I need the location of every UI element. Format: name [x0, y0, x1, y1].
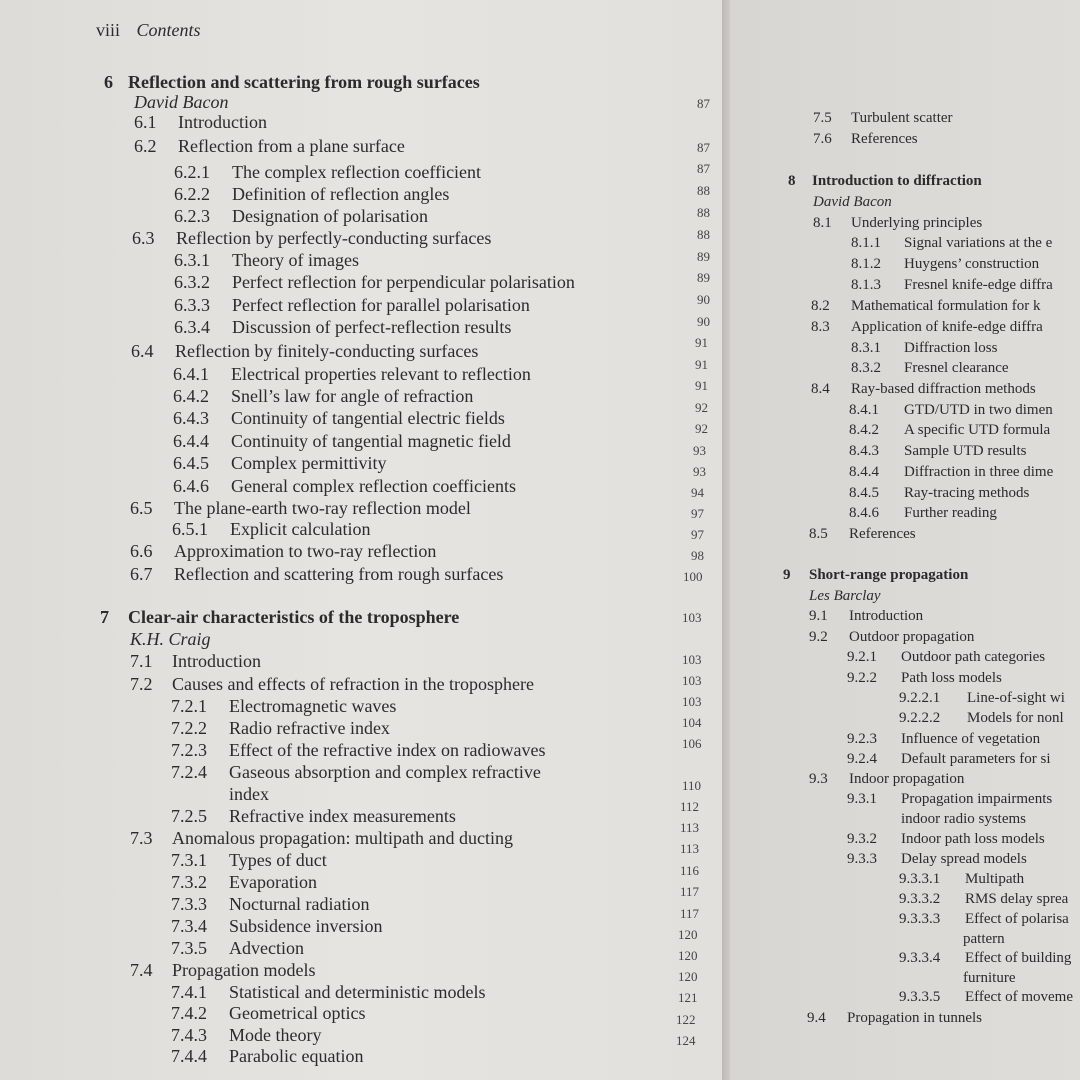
toc-entry-right-sub — [847, 790, 1052, 808]
toc-entry-title: Underlying principles — [851, 215, 983, 231]
toc-entry-title: Discussion of perfect-reflection results — [232, 317, 512, 337]
toc-entry-right-author — [809, 587, 881, 605]
toc-entry-number: 6.4 — [131, 341, 154, 361]
toc-entry-title: References — [849, 526, 916, 542]
toc-entry-title: Ray-tracing methods — [904, 485, 1030, 501]
running-title: Contents — [136, 20, 201, 40]
toc-page-number: 103 — [682, 694, 702, 709]
toc-entry-left-sub — [174, 184, 449, 204]
toc-entry-number: 6.4.4 — [173, 431, 209, 451]
toc-entry-title: Continuity of tangential electric fields — [231, 408, 505, 428]
toc-page-number: 90 — [697, 314, 710, 329]
toc-entry-number: 6.7 — [130, 564, 153, 584]
toc-page-number: 97 — [691, 527, 704, 542]
toc-page-number: 88 — [697, 183, 710, 198]
toc-entry-right-sub — [849, 421, 1050, 439]
toc-entry-left-sub — [171, 916, 382, 936]
toc-entry-number: 9.3.3 — [847, 851, 877, 867]
toc-entry-title: Causes and effects of refraction in the troposphere — [172, 674, 535, 694]
toc-page-number: 103 — [682, 610, 702, 625]
toc-entry-title: Huygens’ construction — [904, 256, 1040, 272]
toc-entry-title: Introduction — [178, 112, 267, 132]
toc-page-number: 90 — [697, 292, 710, 307]
toc-entry-title: Delay spread models — [901, 851, 1027, 867]
toc-entry-right-section — [811, 318, 1043, 336]
toc-entry-title: Snell’s law for angle of refraction — [231, 386, 474, 406]
toc-entry-number: 9.2.2.1 — [899, 690, 941, 706]
toc-entry-title: Propagation impairments — [901, 791, 1053, 807]
toc-page-number: 112 — [680, 799, 700, 814]
toc-entry-number: 6.3.3 — [174, 295, 210, 315]
toc-page-number: 106 — [682, 736, 702, 751]
toc-entry-number: 7.1 — [130, 651, 153, 671]
toc-page-number: 113 — [680, 841, 700, 856]
toc-entry-number: 7.2.4 — [171, 762, 207, 782]
toc-entry-number: 6.6 — [130, 541, 153, 561]
toc-entry-title: General complex reflection coefficients — [231, 476, 517, 496]
toc-entry-left-sub — [174, 295, 530, 315]
toc-entry-left-sub — [171, 894, 369, 914]
toc-entry-number: 7.3 — [130, 828, 153, 848]
toc-entry-left-sub — [173, 476, 516, 496]
toc-entry-left-author — [134, 92, 228, 112]
toc-entry-number: 7.3.5 — [171, 938, 207, 958]
toc-entry-title: Effect of the refractive index on radiowaves — [229, 740, 546, 760]
toc-page-number: 91 — [695, 357, 708, 372]
toc-entry-right-section — [809, 607, 923, 625]
toc-entry-number: 7.6 — [813, 131, 832, 147]
toc-entry-title: Mode theory — [229, 1025, 322, 1045]
toc-entry-title: Signal variations at the e — [904, 235, 1053, 251]
toc-entry-number: 7.5 — [813, 110, 832, 126]
toc-entry-title: Diffraction loss — [904, 340, 998, 356]
toc-entry-title: Introduction — [849, 608, 924, 624]
toc-entry-right-sub — [849, 504, 997, 522]
toc-entry-number: 6.3.2 — [174, 272, 210, 292]
toc-entry-number: 7.4.3 — [171, 1025, 207, 1045]
toc-page-number: 93 — [693, 464, 706, 479]
toc-entry-number: 9 — [783, 567, 791, 583]
toc-page-number: 124 — [676, 1033, 696, 1048]
toc-entry-right-sub — [849, 401, 1053, 419]
toc-entry-title: The complex reflection coefficient — [232, 162, 482, 182]
toc-entry-number: 6.2.2 — [174, 184, 210, 204]
toc-entry-title: David Bacon — [813, 194, 892, 210]
toc-entry-number: 8.4.4 — [849, 464, 879, 480]
toc-entry-number: 8.1.3 — [851, 277, 881, 293]
toc-entry-number: 7.4.2 — [171, 1003, 207, 1023]
toc-entry-number: 6.3 — [132, 228, 155, 248]
toc-entry-title: Ray-based diffraction methods — [851, 381, 1036, 397]
toc-entry-title: Short-range propagation — [809, 567, 969, 583]
toc-entry-title: Statistical and deterministic models — [229, 982, 486, 1002]
toc-entry-title: Introduction — [172, 651, 261, 671]
toc-entry-number: 9.2.2.2 — [899, 710, 941, 726]
toc-entry-right-section — [813, 109, 953, 127]
toc-page-number: 121 — [678, 990, 698, 1005]
toc-entry-title: Effect of building — [965, 950, 1072, 966]
toc-entry-right-chapter — [783, 566, 968, 584]
toc-entry-number: 6.4.6 — [173, 476, 209, 496]
toc-entry-title: Designation of polarisation — [232, 206, 428, 226]
toc-entry-number: 6.4.1 — [173, 364, 209, 384]
toc-entry-title: pattern — [963, 931, 1005, 947]
toc-entry-title: Sample UTD results — [904, 443, 1027, 459]
toc-entry-left-section — [132, 228, 491, 248]
toc-entry-right-sub — [851, 234, 1052, 252]
toc-entry-left-sub — [173, 453, 387, 473]
toc-page-number: 94 — [691, 485, 704, 500]
toc-entry-title: Reflection and scattering from rough surfaces — [174, 564, 504, 584]
toc-entry-right-sub — [851, 276, 1053, 294]
toc-entry-left-sub — [171, 938, 304, 958]
toc-entry-left-sub — [171, 1046, 363, 1066]
toc-entry-title: Electrical properties relevant to reflection — [231, 364, 531, 384]
toc-entry-number: 7.4.1 — [171, 982, 207, 1002]
toc-entry-title: index — [229, 784, 269, 804]
toc-entry-title: Complex permittivity — [231, 453, 387, 473]
toc-entry-number: 9.2.2 — [847, 670, 877, 686]
toc-entry-title: Models for nonl — [967, 710, 1064, 726]
toc-entry-number: 8.5 — [809, 526, 828, 542]
toc-entry-right-sub — [851, 359, 1009, 377]
toc-entry-title: Mathematical formulation for k — [851, 298, 1041, 314]
toc-entry-number: 6.3.1 — [174, 250, 210, 270]
toc-entry-title: Further reading — [904, 505, 997, 521]
toc-entry-number: 9.2.3 — [847, 731, 877, 747]
toc-entry-number: 8.1.2 — [851, 256, 881, 272]
toc-entry-number: 9.1 — [809, 608, 828, 624]
toc-entry-title: Subsidence inversion — [229, 916, 383, 936]
toc-page-number: 120 — [678, 969, 698, 984]
toc-entry-right-subsub — [899, 988, 1073, 1006]
toc-entry-left-sub — [174, 162, 481, 182]
toc-entry-right-chapter — [788, 172, 982, 190]
toc-page-number: 87 — [697, 96, 710, 111]
toc-page-number: 103 — [682, 652, 702, 667]
toc-entry-left-sub — [174, 317, 511, 337]
toc-entry-right-cont — [963, 969, 1015, 987]
toc-entry-number: 9.3.3.3 — [899, 911, 941, 927]
toc-entry-right-sub — [847, 830, 1045, 848]
toc-entry-title: GTD/UTD in two dimen — [904, 402, 1053, 418]
toc-entry-number: 7.3.2 — [171, 872, 207, 892]
toc-entry-number: 9.2.1 — [847, 649, 877, 665]
toc-entry-title: Perfect reflection for perpendicular polarisation — [232, 272, 575, 292]
toc-entry-title: Perfect reflection for parallel polarisation — [232, 295, 530, 315]
toc-entry-right-section — [807, 1009, 982, 1027]
toc-entry-number: 7.2.3 — [171, 740, 207, 760]
toc-page-number: 92 — [695, 421, 708, 436]
toc-entry-left-sub — [171, 850, 327, 870]
toc-entry-number: 6.4.5 — [173, 453, 209, 473]
toc-entry-left-section — [130, 960, 315, 980]
toc-entry-left-author — [130, 629, 211, 649]
toc-entry-title: Definition of reflection angles — [232, 184, 450, 204]
toc-entry-title: Indoor path loss models — [901, 831, 1045, 847]
toc-page-number: 87 — [697, 140, 710, 155]
toc-page-number: 91 — [695, 335, 708, 350]
toc-page-number: 110 — [682, 778, 702, 793]
toc-entry-title: References — [851, 131, 918, 147]
toc-entry-left-section — [130, 564, 503, 584]
toc-entry-number: 8.1 — [813, 215, 832, 231]
toc-entry-title: Fresnel knife-edge diffra — [904, 277, 1053, 293]
toc-entry-title: Default parameters for si — [901, 751, 1051, 767]
toc-entry-right-sub — [847, 750, 1051, 768]
toc-entry-left-sub — [171, 1025, 321, 1045]
toc-entry-title: Advection — [229, 938, 304, 958]
toc-entry-number: 7.4.4 — [171, 1046, 207, 1066]
toc-entry-title: Line-of-sight wi — [967, 690, 1065, 706]
toc-entry-title: Theory of images — [232, 250, 359, 270]
toc-entry-number: 6.4.3 — [173, 408, 209, 428]
toc-page-number: 116 — [680, 863, 700, 878]
toc-entry-number: 9.2.4 — [847, 751, 877, 767]
toc-entry-title: Reflection and scattering from rough surfaces — [128, 72, 480, 92]
running-header — [96, 20, 201, 41]
toc-entry-right-section — [809, 770, 964, 788]
toc-entry-number: 7.4 — [130, 960, 153, 980]
toc-page-number: 104 — [682, 715, 702, 730]
toc-entry-left-sub — [174, 206, 428, 226]
toc-entry-number: 6.2 — [134, 136, 157, 156]
toc-entry-title: Types of duct — [229, 850, 327, 870]
toc-entry-right-section — [813, 130, 918, 148]
toc-entry-number: 8 — [788, 173, 796, 189]
toc-entry-right-section — [809, 628, 974, 646]
toc-entry-right-subsub — [899, 689, 1065, 707]
toc-entry-number: 9.3.3.1 — [899, 871, 941, 887]
toc-entry-left-chapter — [100, 607, 459, 627]
toc-entry-title: A specific UTD formula — [904, 422, 1051, 438]
toc-entry-title: Outdoor path categories — [901, 649, 1046, 665]
toc-entry-number: 9.4 — [807, 1010, 826, 1026]
toc-entry-title: Radio refractive index — [229, 718, 390, 738]
toc-entry-title: Geometrical optics — [229, 1003, 366, 1023]
toc-entry-right-subsub — [899, 870, 1024, 888]
toc-page-number: 87 — [697, 161, 710, 176]
toc-entry-title: Les Barclay — [809, 588, 881, 604]
toc-entry-left-sub — [171, 982, 485, 1002]
toc-entry-number: 8.4.2 — [849, 422, 879, 438]
toc-entry-number: 8.4 — [811, 381, 830, 397]
toc-entry-title: Turbulent scatter — [851, 110, 953, 126]
toc-entry-right-sub — [851, 255, 1039, 273]
toc-entry-title: Propagation in tunnels — [847, 1010, 982, 1026]
toc-entry-number: 6.3.4 — [174, 317, 210, 337]
toc-entry-number: 8.4.3 — [849, 443, 879, 459]
toc-entry-title: Electromagnetic waves — [229, 696, 397, 716]
toc-entry-left-section — [131, 341, 478, 361]
toc-entry-title: Reflection by finitely-conducting surfaces — [175, 341, 479, 361]
toc-page-number: 122 — [676, 1012, 696, 1027]
toc-entry-number: 7.2.5 — [171, 806, 207, 826]
toc-entry-number: 6.2.1 — [174, 162, 210, 182]
toc-entry-left-chapter — [104, 72, 480, 92]
toc-entry-left-sub — [173, 431, 511, 451]
toc-entry-left-cont — [229, 784, 269, 804]
toc-entry-number: 8.4.1 — [849, 402, 879, 418]
toc-entry-right-cont — [963, 930, 1005, 948]
toc-entry-right-subsub — [899, 890, 1068, 908]
toc-entry-number: 9.3.2 — [847, 831, 877, 847]
toc-entry-right-sub — [847, 669, 1002, 687]
toc-page-number: 92 — [695, 400, 708, 415]
toc-entry-title: Multipath — [965, 871, 1025, 887]
toc-entry-right-subsub — [899, 709, 1064, 727]
toc-entry-number: 6 — [104, 72, 113, 92]
toc-entry-title: Application of knife-edge diffra — [851, 319, 1043, 335]
toc-entry-right-sub — [851, 339, 997, 357]
toc-page-number: 97 — [691, 506, 704, 521]
toc-entry-number: 8.3.1 — [851, 340, 881, 356]
toc-page-number: 103 — [682, 673, 702, 688]
toc-entry-left-sub — [172, 519, 370, 539]
toc-entry-left-sub — [171, 872, 317, 892]
toc-entry-right-sub — [847, 648, 1045, 666]
toc-page-number: 88 — [697, 227, 710, 242]
toc-entry-number: 6.5 — [130, 498, 153, 518]
toc-entry-number: 7.3.3 — [171, 894, 207, 914]
toc-entry-number: 9.3.3.2 — [899, 891, 941, 907]
toc-entry-left-section — [130, 498, 471, 518]
toc-entry-number: 8.2 — [811, 298, 830, 314]
toc-entry-title: David Bacon — [134, 92, 229, 112]
toc-entry-title: Parabolic equation — [229, 1046, 364, 1066]
toc-entry-title: Effect of moveme — [965, 989, 1074, 1005]
page-number: viii — [96, 20, 121, 40]
toc-entry-title: Diffraction in three dime — [904, 464, 1054, 480]
toc-entry-left-section — [134, 136, 405, 156]
toc-entry-number: 7.3.1 — [171, 850, 207, 870]
toc-entry-left-section — [130, 674, 534, 694]
toc-entry-title: Reflection by perfectly-conducting surfaces — [176, 228, 492, 248]
toc-entry-right-sub — [847, 850, 1027, 868]
toc-entry-title: Outdoor propagation — [849, 629, 975, 645]
toc-entry-right-sub — [849, 463, 1053, 481]
toc-entry-number: 6.4.2 — [173, 386, 209, 406]
toc-entry-number: 6.5.1 — [172, 519, 208, 539]
toc-page-number: 120 — [678, 927, 698, 942]
toc-entry-title: Indoor propagation — [849, 771, 965, 787]
toc-page-number: 88 — [697, 205, 710, 220]
toc-entry-right-subsub — [899, 910, 1069, 928]
toc-entry-right-subsub — [899, 949, 1071, 967]
toc-entry-title: Reflection from a plane surface — [178, 136, 405, 156]
toc-entry-number: 7.2 — [130, 674, 153, 694]
toc-entry-title: Introduction to diffraction — [812, 173, 982, 189]
toc-entry-right-sub — [847, 730, 1040, 748]
toc-entry-left-sub — [171, 762, 541, 782]
toc-entry-number: 7 — [100, 607, 109, 627]
toc-entry-left-section — [130, 541, 436, 561]
toc-entry-title: Influence of vegetation — [901, 731, 1041, 747]
toc-entry-left-sub — [171, 718, 390, 738]
toc-page-number: 89 — [697, 270, 710, 285]
toc-entry-right-section — [809, 525, 916, 543]
toc-entry-number: 9.3 — [809, 771, 828, 787]
toc-page-number: 89 — [697, 249, 710, 264]
toc-entry-right-section — [813, 214, 982, 232]
toc-entry-left-sub — [174, 250, 359, 270]
toc-entry-right-cont — [901, 810, 1026, 828]
toc-entry-title: Clear-air characteristics of the troposphere — [128, 607, 460, 627]
toc-entry-left-sub — [171, 696, 396, 716]
toc-page-number: 120 — [678, 948, 698, 963]
toc-page-number: 91 — [695, 378, 708, 393]
toc-entry-title: Continuity of tangential magnetic field — [231, 431, 511, 451]
toc-entry-title: Refractive index measurements — [229, 806, 456, 826]
toc-page-number: 113 — [680, 820, 700, 835]
toc-page-number: 117 — [680, 906, 700, 921]
toc-entry-title: furniture — [963, 970, 1016, 986]
toc-entry-left-sub — [174, 272, 575, 292]
toc-entry-number: 8.3.2 — [851, 360, 881, 376]
toc-entry-title: Path loss models — [901, 670, 1002, 686]
toc-entry-number: 9.3.3.4 — [899, 950, 941, 966]
toc-entry-right-sub — [849, 484, 1029, 502]
toc-entry-number: 7.2.2 — [171, 718, 207, 738]
toc-entry-title: Anomalous propagation: multipath and ducting — [172, 828, 513, 848]
toc-entry-number: 9.3.3.5 — [899, 989, 941, 1005]
toc-entry-number: 6.2.3 — [174, 206, 210, 226]
toc-entry-title: K.H. Craig — [130, 629, 211, 649]
toc-entry-title: The plane-earth two-ray reflection model — [174, 498, 471, 518]
toc-entry-left-section — [130, 828, 513, 848]
toc-entry-number: 7.2.1 — [171, 696, 207, 716]
toc-entry-number: 8.4.5 — [849, 485, 879, 501]
toc-entry-number: 6.1 — [134, 112, 157, 132]
toc-entry-title: Approximation to two-ray reflection — [174, 541, 437, 561]
toc-entry-left-sub — [171, 1003, 365, 1023]
toc-entry-title: Propagation models — [172, 960, 316, 980]
toc-entry-title: RMS delay sprea — [965, 891, 1069, 907]
toc-entry-left-sub — [171, 740, 546, 760]
toc-entry-left-section — [130, 651, 261, 671]
toc-entry-left-section — [134, 112, 267, 132]
toc-entry-title: Fresnel clearance — [904, 360, 1009, 376]
toc-entry-left-sub — [171, 806, 456, 826]
toc-entry-number: 7.3.4 — [171, 916, 207, 936]
toc-entry-number: 9.2 — [809, 629, 828, 645]
toc-entry-number: 8.1.1 — [851, 235, 881, 251]
toc-page-number: 100 — [683, 569, 703, 584]
toc-entry-right-section — [811, 297, 1041, 315]
toc-entry-right-section — [811, 380, 1036, 398]
toc-entry-left-sub — [173, 408, 505, 428]
toc-page-number: 117 — [680, 884, 700, 899]
toc-entry-title: Explicit calculation — [230, 519, 371, 539]
toc-entry-left-sub — [173, 386, 473, 406]
toc-entry-title: Evaporation — [229, 872, 317, 892]
toc-entry-title: Gaseous absorption and complex refractive — [229, 762, 541, 782]
toc-entry-number: 9.3.1 — [847, 791, 877, 807]
toc-entry-number: 8.3 — [811, 319, 830, 335]
toc-page-number: 93 — [693, 443, 706, 458]
toc-page-number: 98 — [691, 548, 704, 563]
toc-entry-title: Nocturnal radiation — [229, 894, 370, 914]
toc-entry-right-author — [813, 193, 892, 211]
toc-entry-right-sub — [849, 442, 1026, 460]
toc-entry-title: indoor radio systems — [901, 811, 1026, 827]
toc-entry-left-sub — [173, 364, 531, 384]
toc-entry-title: Effect of polarisa — [965, 911, 1069, 927]
toc-entry-number: 8.4.6 — [849, 505, 879, 521]
